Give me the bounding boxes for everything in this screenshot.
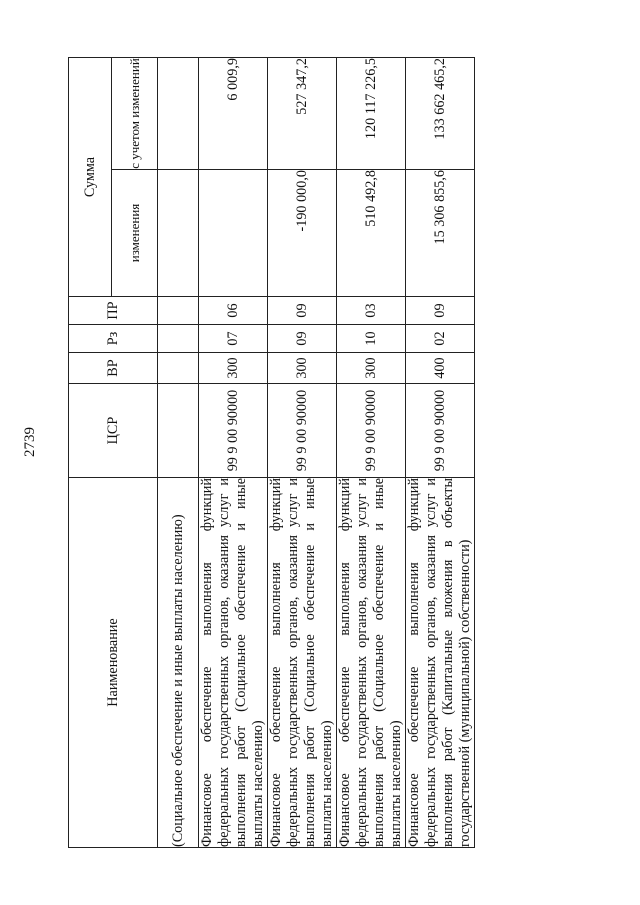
- table-row: [406, 58, 475, 848]
- row-total: 133 662 465,2: [406, 58, 475, 170]
- row-pr: 03: [337, 297, 406, 325]
- row-csr: [158, 384, 199, 478]
- table-row: [158, 58, 199, 848]
- row-total: [158, 58, 199, 170]
- header-changes: изменения: [112, 170, 158, 297]
- row-vr: 300: [337, 353, 406, 384]
- header-row-1: [69, 58, 112, 848]
- row-changes: 15 306 855,6: [406, 170, 475, 297]
- row-name: Финансовое обеспечение выполнения функций федеральных государственных органов, оказания услуг и выполнения работ (Социальное обеспечение и иные выплаты населению): [268, 478, 335, 847]
- row-vr: 400: [406, 353, 475, 384]
- header-pr: ПР: [69, 297, 158, 325]
- row-changes: 510 492,8: [337, 170, 406, 297]
- row-csr: 99 9 00 90000: [337, 384, 406, 478]
- row-vr: [158, 353, 199, 384]
- row-pr: 09: [268, 297, 337, 325]
- header-rz: Рз: [69, 325, 158, 353]
- row-rz: 09: [268, 325, 337, 353]
- row-rz: 07: [199, 325, 268, 353]
- row-rz: 02: [406, 325, 475, 353]
- row-changes: -190 000,0: [268, 170, 337, 297]
- row-rz: 10: [337, 325, 406, 353]
- row-changes: [199, 170, 268, 297]
- budget-table: [68, 57, 475, 848]
- page-number: 2739: [22, 427, 38, 457]
- row-name: Финансовое обеспечение выполнения функций федеральных государственных органов, оказания услуг и выполнения работ (Социальное обеспечение и иные выплаты населению): [199, 478, 266, 847]
- header-vr: ВР: [69, 353, 158, 384]
- row-name: (Социальное обеспечение и иные выплаты населению): [158, 478, 199, 848]
- row-pr: 06: [199, 297, 268, 325]
- row-rz: [158, 325, 199, 353]
- row-name: Финансовое обеспечение выполнения функций федеральных государственных органов, оказания услуг и выполнения работ (Социальное обеспечение и иные выплаты населению): [337, 478, 404, 847]
- row-changes: [158, 170, 199, 297]
- row-vr: 300: [199, 353, 268, 384]
- row-total: 120 117 226,5: [337, 58, 406, 170]
- row-vr: 300: [268, 353, 337, 384]
- row-csr: 99 9 00 90000: [199, 384, 268, 478]
- row-pr: [158, 297, 199, 325]
- table-row: [199, 58, 268, 848]
- header-name: Наименование: [69, 478, 158, 848]
- table-row: [337, 58, 406, 848]
- table-row: [268, 58, 337, 848]
- header-csr: ЦСР: [69, 384, 158, 478]
- header-with-changes: с учетом изменений: [112, 58, 158, 170]
- row-csr: 99 9 00 90000: [268, 384, 337, 478]
- row-total: 527 347,2: [268, 58, 337, 170]
- row-csr: 99 9 00 90000: [406, 384, 475, 478]
- row-pr: 09: [406, 297, 475, 325]
- header-sum: Сумма: [69, 58, 112, 297]
- row-total: 6 009,9: [199, 58, 268, 170]
- row-name: Финансовое обеспечение выполнения функций федеральных государственных органов, оказания услуг и выполнения работ (Капитальные вложения в объекты государственной (муниципальной) собственности): [406, 478, 473, 847]
